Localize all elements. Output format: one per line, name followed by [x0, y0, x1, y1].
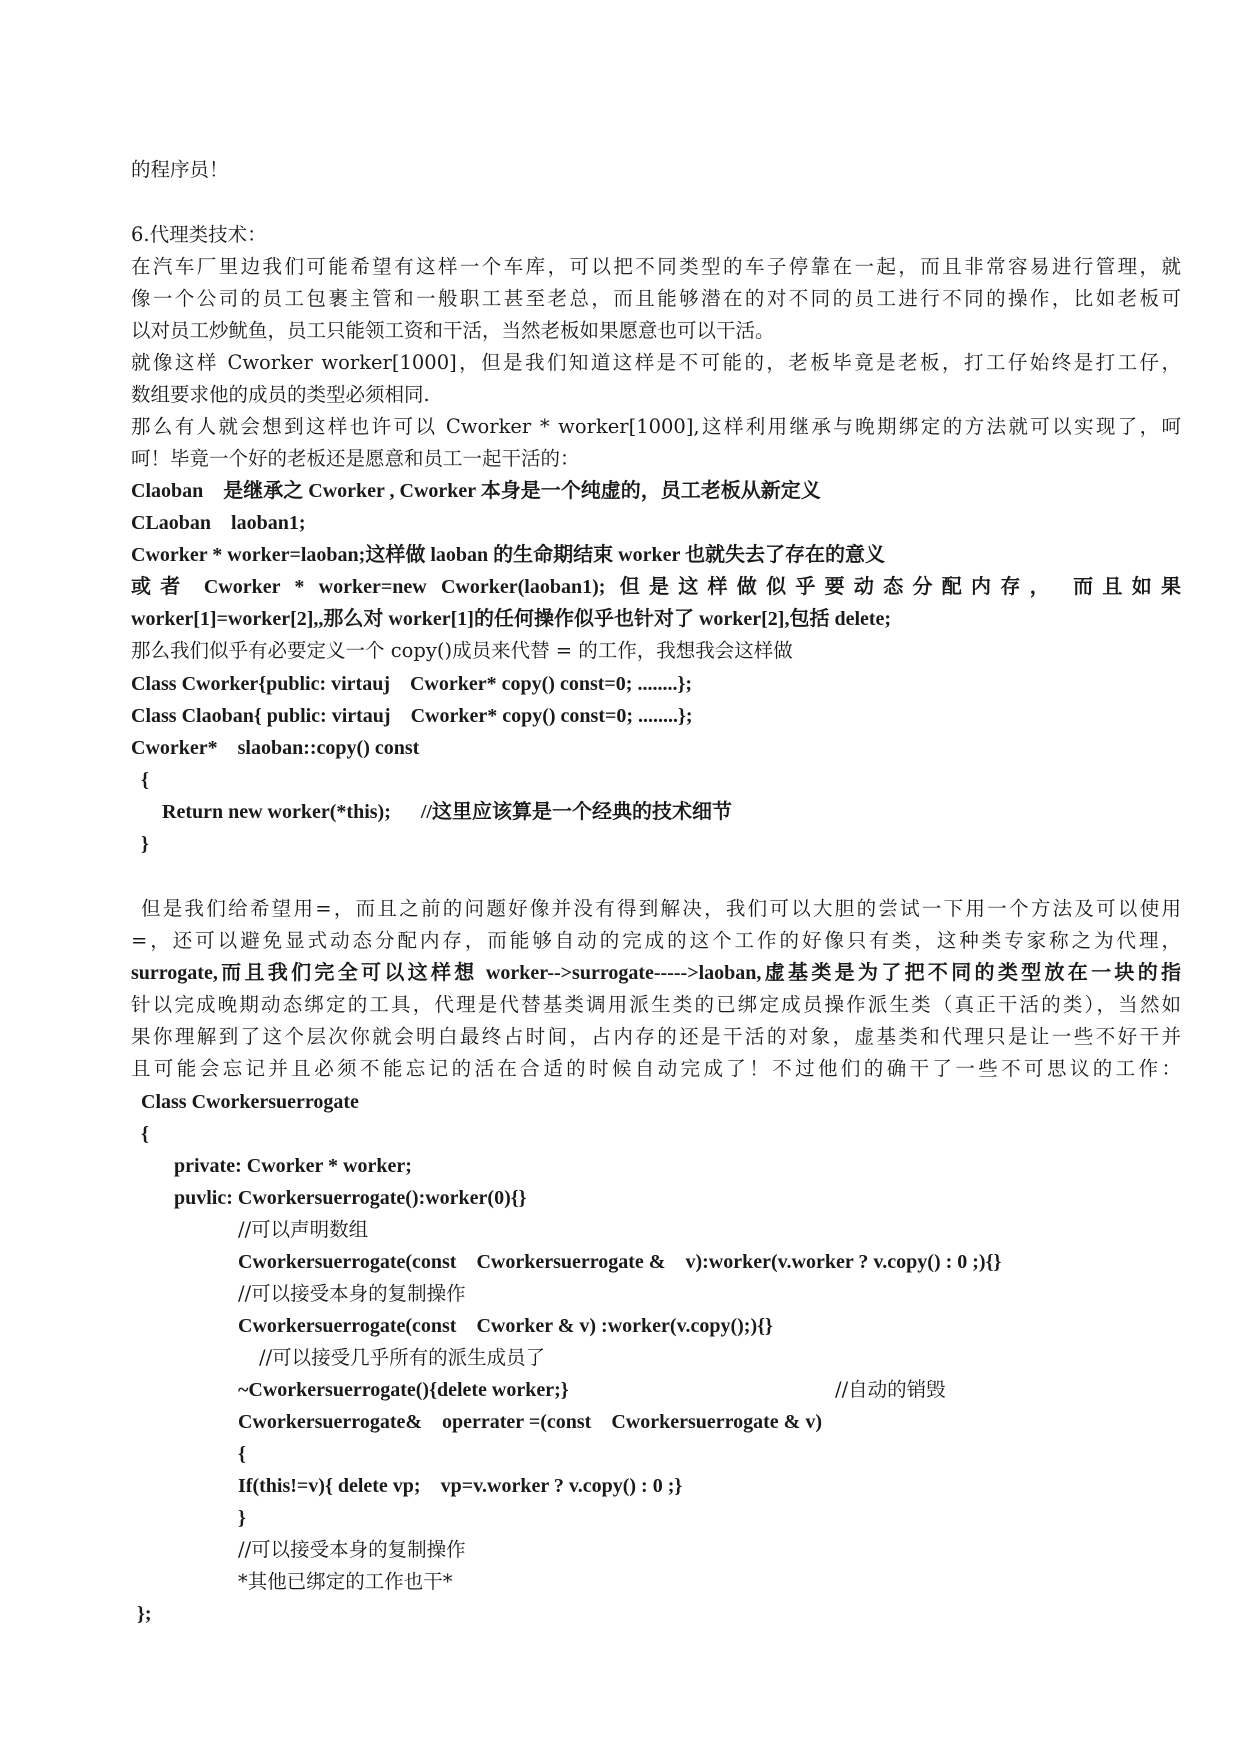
- code-comment: //可以接受几乎所有的派生成员了: [259, 1346, 546, 1369]
- code-line: Cworkersuerrogate(const Cworker & v) :worker(v.copy();){}: [238, 1315, 773, 1337]
- text-line: 那么我们似乎有必要定义一个 copy()成员来代替 = 的工作，我想我会这样做: [131, 639, 793, 662]
- code-line: Class Claoban{ public: virtauj Cworker* copy() const=0; ........};: [131, 705, 693, 727]
- code-line: CLaoban laoban1;: [131, 512, 306, 534]
- code-line: If(this!=v){ delete vp; vp=v.worker ? v.copy() : 0 ;}: [238, 1475, 683, 1497]
- text-line: 或者 Cworker * worker=new Cworker(laoban1); 但是这样做似乎要动态分配内存， 而且如果: [131, 576, 1181, 598]
- code-comment: //可以接受本身的复制操作: [238, 1282, 466, 1305]
- section-heading: 6.代理类技术：: [131, 223, 267, 246]
- text-line: 的程序员！: [131, 158, 229, 181]
- code-comment: //自动的销毁: [835, 1378, 946, 1401]
- text-line: 但是我们给希望用=，而且之前的问题好像并没有得到解决，我们可以大胆的尝试一下用一个方法及可以使用: [141, 897, 1181, 920]
- code-line: Class Cworkersuerrogate: [141, 1091, 359, 1113]
- code-line: Cworkersuerrogate& operrater =(const Cworkersuerrogate & v): [238, 1411, 822, 1433]
- text-line: 以对员工炒鱿鱼，员工只能领工资和干活，当然老板如果愿意也可以干活。: [131, 319, 775, 342]
- code-line: puvlic: Cworkersuerrogate():worker(0){}: [174, 1187, 527, 1209]
- code-comment: //可以接受本身的复制操作: [238, 1538, 466, 1561]
- code-line: {: [141, 1123, 149, 1145]
- code-line: Cworkersuerrogate(const Cworkersuerrogate & v):worker(v.worker ? v.copy() : 0 ;){}: [238, 1251, 1002, 1273]
- code-line: }: [141, 833, 149, 855]
- text-line: 数组要求他的成员的类型必须相同.: [131, 383, 430, 406]
- text-line: 呵！毕竟一个好的老板还是愿意和员工一起干活的：: [131, 447, 580, 470]
- text-line: 就像这样 Cworker worker[1000]，但是我们知道这样是不可能的，老板毕竟是老板，打工仔始终是打工仔，: [131, 351, 1181, 374]
- code-line: Cworker* slaoban::copy() const: [131, 737, 420, 759]
- code-line: }: [238, 1507, 246, 1529]
- code-comment: //可以声明数组: [238, 1218, 369, 1241]
- text-line: 针以完成晚期动态绑定的工具，代理是代替基类调用派生类的已绑定成员操作派生类（真正干活的类），当然如: [131, 993, 1181, 1016]
- code-line: private: Cworker * worker;: [174, 1155, 412, 1177]
- text-line: Cworker * worker=laoban;这样做 laoban 的生命期结束 worker 也就失去了存在的意义: [131, 544, 885, 566]
- text-line: 且可能会忘记并且必须不能忘记的活在合适的时候自动完成了！不过他们的确干了一些不可思议的工作：: [131, 1057, 1181, 1080]
- text-line: 在汽车厂里边我们可能希望有这样一个车库，可以把不同类型的车子停靠在一起，而且非常容易进行管理，就: [131, 255, 1181, 278]
- text-line: 那么有人就会想到这样也许可以 Cworker * worker[1000],这样利用继承与晚期绑定的方法就可以实现了，呵: [131, 415, 1181, 438]
- code-line: {: [141, 769, 149, 791]
- code-line: Return new worker(*this); //这里应该算是一个经典的技术细节: [162, 801, 732, 823]
- text-line: 果你理解到了这个层次你就会明白最终占时间，占内存的还是干活的对象，虚基类和代理只是让一些不好干并: [131, 1025, 1181, 1048]
- text-line: Claoban 是继承之 Cworker , Cworker 本身是一个纯虚的，员工老板从新定义: [131, 480, 821, 502]
- code-comment: *其他已绑定的工作也干*: [238, 1570, 453, 1593]
- text-line: worker[1]=worker[2],,那么对 worker[1]的任何操作似乎也针对了 worker[2],包括 delete;: [131, 608, 892, 630]
- text-line: surrogate,而且我们完全可以这样想 worker-->surrogate----->laoban,虚基类是为了把不同的类型放在一块的指: [131, 962, 1181, 984]
- text-line: 像一个公司的员工包裹主管和一般职工甚至老总，而且能够潜在的对不同的员工进行不同的操作，比如老板可: [131, 287, 1181, 310]
- code-line: Class Cworker{public: virtauj Cworker* copy() const=0; ........};: [131, 673, 692, 695]
- code-line: {: [238, 1443, 246, 1465]
- code-line: ~Cworkersuerrogate(){delete worker;}: [238, 1379, 569, 1401]
- code-line: };: [137, 1603, 152, 1625]
- text-line: =，还可以避免显式动态分配内存，而能够自动的完成的这个工作的好像只有类，这种类专家称之为代理，: [131, 929, 1181, 952]
